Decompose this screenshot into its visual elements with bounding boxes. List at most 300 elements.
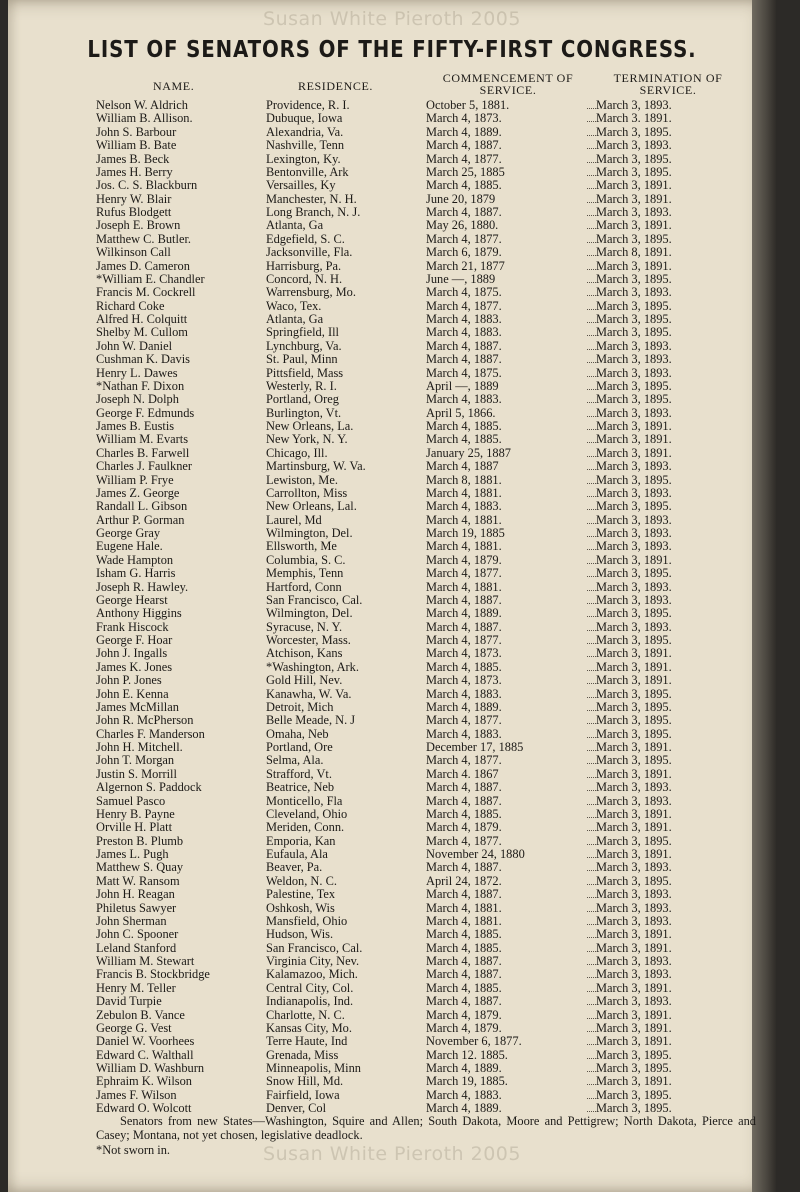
header-residence: RESIDENCE.: [298, 79, 373, 93]
senator-name: Henry M. Teller: [96, 982, 267, 995]
senator-residence: Snow Hill, Md.: [266, 1075, 427, 1088]
service-commencement: March 4, 1885.: [426, 179, 587, 192]
table-row: [96, 407, 696, 420]
table-row: [96, 367, 696, 380]
service-commencement: March 4, 1885.: [426, 661, 587, 674]
senator-name: Richard Coke: [96, 300, 267, 313]
service-commencement: March 25, 1885: [426, 166, 587, 179]
service-commencement: March 4, 1887.: [426, 955, 587, 968]
senator-residence: Dubuque, Iowa: [266, 112, 427, 125]
service-termination: March 3, 1895.: [596, 607, 697, 620]
senator-name: David Turpie: [96, 995, 267, 1008]
table-row: [96, 808, 696, 821]
table-row: [96, 219, 696, 232]
service-commencement: March 4, 1879.: [426, 1009, 587, 1022]
service-commencement: October 5, 1881.: [426, 99, 587, 112]
senator-name: Preston B. Plumb: [96, 835, 267, 848]
service-termination: March 3, 1891.: [596, 768, 697, 781]
senator-name: James D. Cameron: [96, 260, 267, 273]
senator-residence: Ellsworth, Me: [266, 540, 427, 553]
senator-name: James K. Jones: [96, 661, 267, 674]
service-commencement: March 4, 1885.: [426, 808, 587, 821]
senator-name: George Hearst: [96, 594, 267, 607]
header-commencement: COMMENCEMENT OF SERVICE.: [442, 71, 574, 97]
senator-residence: New York, N. Y.: [266, 433, 427, 446]
table-row: [96, 554, 696, 567]
senator-residence: *Washington, Ark.: [266, 661, 427, 674]
senator-residence: Lynchburg, Va.: [266, 340, 427, 353]
service-termination: March 3, 1893.: [596, 286, 697, 299]
senator-name: William D. Washburn: [96, 1062, 267, 1075]
service-commencement: April 24, 1872.: [426, 875, 587, 888]
service-commencement: March 4, 1881.: [426, 581, 587, 594]
senator-name: Zebulon B. Vance: [96, 1009, 267, 1022]
service-commencement: March 8, 1881.: [426, 474, 587, 487]
service-commencement: November 24, 1880: [426, 848, 587, 861]
senator-residence: Palestine, Tex: [266, 888, 427, 901]
table-row: [96, 861, 696, 874]
service-commencement: March 6, 1879.: [426, 246, 587, 259]
senator-residence: Warrensburg, Mo.: [266, 286, 427, 299]
service-commencement: March 4, 1883.: [426, 500, 587, 513]
service-termination: March 3, 1893.: [596, 795, 697, 808]
senator-residence: Kansas City, Mo.: [266, 1022, 427, 1035]
service-commencement: March 4, 1887.: [426, 795, 587, 808]
table-row: [96, 460, 696, 473]
table-row: [96, 888, 696, 901]
service-termination: March 3, 1893.: [596, 621, 697, 634]
senator-name: James H. Berry: [96, 166, 267, 179]
footnote-new-states: Senators from new States—Washington, Squire and Allen; South Dakota, Moore and Pettigrew; North Dakota, Pierce and Casey; Montana, not yet chosen, legislative deadlock.: [96, 1114, 756, 1142]
service-termination: March 3, 1895.: [596, 313, 697, 326]
service-termination: March 3, 1891.: [596, 661, 697, 674]
table-row: [96, 754, 696, 767]
service-termination: March 3, 1891.: [596, 928, 697, 941]
service-commencement: March 4, 1889.: [426, 1102, 587, 1115]
table-row: [96, 915, 696, 928]
senator-name: William P. Frye: [96, 474, 267, 487]
service-termination: March 3, 1891.: [596, 821, 697, 834]
table-row: [96, 647, 696, 660]
page-title: LIST OF SENATORS OF THE FIFTY-FIRST CONGRESS.: [87, 37, 697, 63]
senator-residence: Monticello, Fla: [266, 795, 427, 808]
service-commencement: March 4, 1881.: [426, 540, 587, 553]
senator-name: John H. Reagan: [96, 888, 267, 901]
table-row: [96, 701, 696, 714]
senator-residence: Pittsfield, Mass: [266, 367, 427, 380]
senator-residence: San Francisco, Cal.: [266, 942, 427, 955]
service-termination: March 3, 1893.: [596, 915, 697, 928]
senator-residence: Providence, R. I.: [266, 99, 427, 112]
service-commencement: March 4, 1885.: [426, 420, 587, 433]
service-commencement: March 21, 1877: [426, 260, 587, 273]
service-termination: March 3, 1895.: [596, 273, 697, 286]
senator-residence: Denver, Col: [266, 1102, 427, 1115]
senator-name: Rufus Blodgett: [96, 206, 267, 219]
book-spine: [752, 0, 776, 1192]
senator-residence: Alexandria, Va.: [266, 126, 427, 139]
service-termination: March 3, 1891.: [596, 193, 697, 206]
service-termination: March 3, 1891.: [596, 848, 697, 861]
senator-residence: Belle Meade, N. J: [266, 714, 427, 727]
table-row: [96, 433, 696, 446]
table-row: [96, 527, 696, 540]
service-commencement: March 4, 1889.: [426, 1062, 587, 1075]
senator-name: Shelby M. Cullom: [96, 326, 267, 339]
senator-name: Henry W. Blair: [96, 193, 267, 206]
senator-name: Jos. C. S. Blackburn: [96, 179, 267, 192]
senator-name: Henry B. Payne: [96, 808, 267, 821]
table-row: [96, 607, 696, 620]
service-commencement: April —, 1889: [426, 380, 587, 393]
senator-residence: New Orleans, Lal.: [266, 500, 427, 513]
service-termination: March 3, 1893.: [596, 781, 697, 794]
senator-name: Samuel Pasco: [96, 795, 267, 808]
senator-name: John C. Spooner: [96, 928, 267, 941]
service-termination: March 3, 1895.: [596, 835, 697, 848]
senator-name: Charles B. Farwell: [96, 447, 267, 460]
senator-name: Ephraim K. Wilson: [96, 1075, 267, 1088]
senator-residence: Bentonville, Ark: [266, 166, 427, 179]
service-commencement: March 4, 1877.: [426, 300, 587, 313]
service-commencement: March 4, 1889.: [426, 126, 587, 139]
service-termination: March 3, 1895.: [596, 233, 697, 246]
table-row: [96, 514, 696, 527]
senator-residence: Jacksonville, Fla.: [266, 246, 427, 259]
service-commencement: March 4, 1881.: [426, 915, 587, 928]
senator-residence: Carrollton, Miss: [266, 487, 427, 500]
senator-name: Justin S. Morrill: [96, 768, 267, 781]
service-termination: March 3, 1895.: [596, 126, 697, 139]
senator-name: Philetus Sawyer: [96, 902, 267, 915]
table-row: [96, 260, 696, 273]
table-row: [96, 781, 696, 794]
senator-residence: Beatrice, Neb: [266, 781, 427, 794]
service-termination: March 3, 1891.: [596, 1009, 697, 1022]
table-row: [96, 313, 696, 326]
service-termination: March 3, 1895.: [596, 1102, 697, 1115]
table-row: [96, 621, 696, 634]
table-row: [96, 487, 696, 500]
senator-residence: Wilmington, Del.: [266, 527, 427, 540]
table-row: [96, 955, 696, 968]
table-row: [96, 340, 696, 353]
service-commencement: May 26, 1880.: [426, 219, 587, 232]
service-termination: March 3, 1895.: [596, 688, 697, 701]
table-row: [96, 928, 696, 941]
service-commencement: March 4, 1873.: [426, 674, 587, 687]
service-termination: March 3, 1893.: [596, 353, 697, 366]
service-termination: March 3, 1895.: [596, 634, 697, 647]
senator-residence: Hartford, Conn: [266, 581, 427, 594]
table-row: [96, 875, 696, 888]
senator-name: Matt W. Ransom: [96, 875, 267, 888]
table-row: [96, 474, 696, 487]
table-row: [96, 728, 696, 741]
table-row: [96, 99, 696, 112]
senator-residence: New Orleans, La.: [266, 420, 427, 433]
senator-residence: Virginia City, Nev.: [266, 955, 427, 968]
service-commencement: March 4, 1885.: [426, 928, 587, 941]
table-row: [96, 1075, 696, 1088]
senator-residence: Weldon, N. C.: [266, 875, 427, 888]
service-commencement: March 4, 1885.: [426, 433, 587, 446]
service-commencement: March 4, 1883.: [426, 728, 587, 741]
service-termination: March 3. 1891.: [596, 112, 697, 125]
table-row: [96, 286, 696, 299]
service-commencement: March 4, 1887: [426, 460, 587, 473]
senator-residence: St. Paul, Minn: [266, 353, 427, 366]
service-commencement: March 4, 1889.: [426, 607, 587, 620]
service-termination: March 3, 1891.: [596, 179, 697, 192]
senator-name: Edward C. Walthall: [96, 1049, 267, 1062]
senator-residence: Lewiston, Me.: [266, 474, 427, 487]
service-termination: March 3, 1893.: [596, 902, 697, 915]
service-commencement: June —, 1889: [426, 273, 587, 286]
table-row: [96, 741, 696, 754]
page: [8, 0, 776, 1192]
service-termination: March 3, 1891.: [596, 674, 697, 687]
table-row: [96, 246, 696, 259]
service-termination: March 3, 1895.: [596, 393, 697, 406]
service-commencement: March 4, 1887.: [426, 781, 587, 794]
senator-residence: Charlotte, N. C.: [266, 1009, 427, 1022]
service-termination: March 3, 1893.: [596, 861, 697, 874]
table-row: [96, 795, 696, 808]
footnote-not-sworn: *Not sworn in.: [96, 1143, 170, 1157]
service-termination: March 3, 1895.: [596, 754, 697, 767]
table-row: [96, 848, 696, 861]
senator-residence: Meriden, Conn.: [266, 821, 427, 834]
service-commencement: December 17, 1885: [426, 741, 587, 754]
table-row: [96, 674, 696, 687]
service-termination: March 3, 1893.: [596, 540, 697, 553]
service-termination: March 3, 1895.: [596, 714, 697, 727]
service-termination: March 3, 1891.: [596, 260, 697, 273]
service-commencement: March 4, 1883.: [426, 393, 587, 406]
senator-residence: Laurel, Md: [266, 514, 427, 527]
service-termination: March 3, 1891.: [596, 1022, 697, 1035]
table-row: [96, 714, 696, 727]
table-row: [96, 1089, 696, 1102]
service-commencement: March 4, 1883.: [426, 1089, 587, 1102]
watermark-bottom: Susan White Pieroth 2005: [263, 1143, 521, 1165]
service-termination: March 3, 1893.: [596, 99, 697, 112]
service-commencement: March 4, 1881.: [426, 514, 587, 527]
senator-name: Arthur P. Gorman: [96, 514, 267, 527]
table-row: [96, 567, 696, 580]
table-row: [96, 835, 696, 848]
service-commencement: March 4, 1877.: [426, 714, 587, 727]
senator-name: Wilkinson Call: [96, 246, 267, 259]
senator-residence: Lexington, Ky.: [266, 153, 427, 166]
senator-residence: Omaha, Neb: [266, 728, 427, 741]
service-termination: March 3, 1893.: [596, 594, 697, 607]
table-row: [96, 206, 696, 219]
senator-residence: San Francisco, Cal.: [266, 594, 427, 607]
senator-name: John S. Barbour: [96, 126, 267, 139]
senator-residence: Columbia, S. C.: [266, 554, 427, 567]
table-row: [96, 594, 696, 607]
table-row: [96, 420, 696, 433]
senator-name: Randall L. Gibson: [96, 500, 267, 513]
service-commencement: March 4, 1877.: [426, 233, 587, 246]
service-commencement: March 4, 1881.: [426, 902, 587, 915]
senator-residence: Beaver, Pa.: [266, 861, 427, 874]
senator-residence: Kalamazoo, Mich.: [266, 968, 427, 981]
service-termination: March 3, 1891.: [596, 647, 697, 660]
service-termination: March 3, 1895.: [596, 728, 697, 741]
senator-residence: Gold Hill, Nev.: [266, 674, 427, 687]
senators-list: [96, 99, 696, 1116]
table-row: [96, 968, 696, 981]
service-termination: March 3, 1895.: [596, 701, 697, 714]
table-row: [96, 447, 696, 460]
service-commencement: June 20, 1879: [426, 193, 587, 206]
service-termination: March 3, 1893.: [596, 206, 697, 219]
service-termination: March 3, 1893.: [596, 367, 697, 380]
service-commencement: March 4, 1875.: [426, 286, 587, 299]
senator-name: Matthew C. Butler.: [96, 233, 267, 246]
service-termination: March 3, 1895.: [596, 300, 697, 313]
service-termination: March 3, 1893.: [596, 139, 697, 152]
service-termination: March 3, 1893.: [596, 581, 697, 594]
senator-residence: Martinsburg, W. Va.: [266, 460, 427, 473]
table-row: [96, 273, 696, 286]
senator-residence: Memphis, Tenn: [266, 567, 427, 580]
service-termination: March 3, 1893.: [596, 514, 697, 527]
service-termination: March 3, 1891.: [596, 554, 697, 567]
senator-name: John R. McPherson: [96, 714, 267, 727]
senator-residence: Terre Haute, Ind: [266, 1035, 427, 1048]
senator-name: Alfred H. Colquitt: [96, 313, 267, 326]
service-termination: March 3, 1893.: [596, 968, 697, 981]
service-commencement: March 4, 1879.: [426, 1022, 587, 1035]
service-termination: March 3, 1895.: [596, 567, 697, 580]
table-row: [96, 902, 696, 915]
senator-residence: Hudson, Wis.: [266, 928, 427, 941]
service-commencement: March 4, 1883.: [426, 326, 587, 339]
senator-residence: Grenada, Miss: [266, 1049, 427, 1062]
service-commencement: March 4, 1877.: [426, 634, 587, 647]
senator-name: Nelson W. Aldrich: [96, 99, 267, 112]
table-row: [96, 233, 696, 246]
table-row: [96, 942, 696, 955]
service-commencement: January 25, 1887: [426, 447, 587, 460]
service-termination: March 3, 1895.: [596, 1049, 697, 1062]
service-termination: March 3, 1895.: [596, 380, 697, 393]
senator-residence: Atlanta, Ga: [266, 313, 427, 326]
service-termination: March 3, 1891.: [596, 433, 697, 446]
senator-name: John J. Ingalls: [96, 647, 267, 660]
service-commencement: March 4, 1883.: [426, 688, 587, 701]
table-row: [96, 768, 696, 781]
service-commencement: March 4, 1883.: [426, 313, 587, 326]
service-commencement: March 19, 1885: [426, 527, 587, 540]
senator-residence: Versailles, Ky: [266, 179, 427, 192]
table-row: [96, 995, 696, 1008]
table-row: [96, 126, 696, 139]
service-termination: March 3, 1893.: [596, 407, 697, 420]
senator-name: James B. Eustis: [96, 420, 267, 433]
service-commencement: March 4, 1887.: [426, 340, 587, 353]
service-termination: March 3, 1893.: [596, 487, 697, 500]
senator-name: George F. Edmunds: [96, 407, 267, 420]
watermark-top: Susan White Pieroth 2005: [263, 8, 521, 30]
senator-name: John W. Daniel: [96, 340, 267, 353]
senator-residence: Atchison, Kans: [266, 647, 427, 660]
table-row: [96, 112, 696, 125]
senator-residence: Fairfield, Iowa: [266, 1089, 427, 1102]
table-row: [96, 634, 696, 647]
senator-name: John E. Kenna: [96, 688, 267, 701]
table-row: [96, 153, 696, 166]
senator-residence: Edgefield, S. C.: [266, 233, 427, 246]
senator-name: William M. Stewart: [96, 955, 267, 968]
service-commencement: March 4, 1885.: [426, 942, 587, 955]
table-row: [96, 821, 696, 834]
service-commencement: November 6, 1877.: [426, 1035, 587, 1048]
service-termination: March 3, 1895.: [596, 1089, 697, 1102]
senator-residence: Strafford, Vt.: [266, 768, 427, 781]
senator-name: Joseph N. Dolph: [96, 393, 267, 406]
service-commencement: March 4, 1877.: [426, 835, 587, 848]
table-row: [96, 581, 696, 594]
senator-name: George F. Hoar: [96, 634, 267, 647]
senator-name: Charles F. Manderson: [96, 728, 267, 741]
service-termination: March 3, 1893.: [596, 955, 697, 968]
senator-residence: Syracuse, N. Y.: [266, 621, 427, 634]
senator-name: Isham G. Harris: [96, 567, 267, 580]
senator-residence: Central City, Col.: [266, 982, 427, 995]
senator-name: James L. Pugh: [96, 848, 267, 861]
service-termination: March 3, 1891.: [596, 942, 697, 955]
senator-name: John T. Morgan: [96, 754, 267, 767]
senator-name: Eugene Hale.: [96, 540, 267, 553]
service-termination: March 3, 1893.: [596, 340, 697, 353]
service-commencement: March 12. 1885.: [426, 1049, 587, 1062]
senator-residence: Eufaula, Ala: [266, 848, 427, 861]
service-termination: March 3, 1895.: [596, 153, 697, 166]
senator-residence: Mansfield, Ohio: [266, 915, 427, 928]
service-termination: March 8, 1891.: [596, 246, 697, 259]
senator-residence: Nashville, Tenn: [266, 139, 427, 152]
service-commencement: March 4, 1877.: [426, 754, 587, 767]
table-row: [96, 179, 696, 192]
senator-residence: Selma, Ala.: [266, 754, 427, 767]
table-row: [96, 166, 696, 179]
service-commencement: March 4, 1887.: [426, 206, 587, 219]
table-row: [96, 1062, 696, 1075]
senator-name: James F. Wilson: [96, 1089, 267, 1102]
service-commencement: March 4, 1887.: [426, 861, 587, 874]
senator-name: Matthew S. Quay: [96, 861, 267, 874]
senator-name: Leland Stanford: [96, 942, 267, 955]
service-commencement: March 4. 1867: [426, 768, 587, 781]
header-termination: TERMINATION OF SERVICE.: [613, 71, 723, 97]
service-commencement: March 4, 1887.: [426, 968, 587, 981]
service-commencement: March 4, 1881.: [426, 487, 587, 500]
table-row: [96, 326, 696, 339]
senator-name: Joseph E. Brown: [96, 219, 267, 232]
senator-name: James Z. George: [96, 487, 267, 500]
service-commencement: March 19, 1885.: [426, 1075, 587, 1088]
senator-residence: Worcester, Mass.: [266, 634, 427, 647]
service-commencement: March 4, 1879.: [426, 554, 587, 567]
table-row: [96, 300, 696, 313]
service-commencement: March 4, 1885.: [426, 982, 587, 995]
service-commencement: March 4, 1873.: [426, 647, 587, 660]
